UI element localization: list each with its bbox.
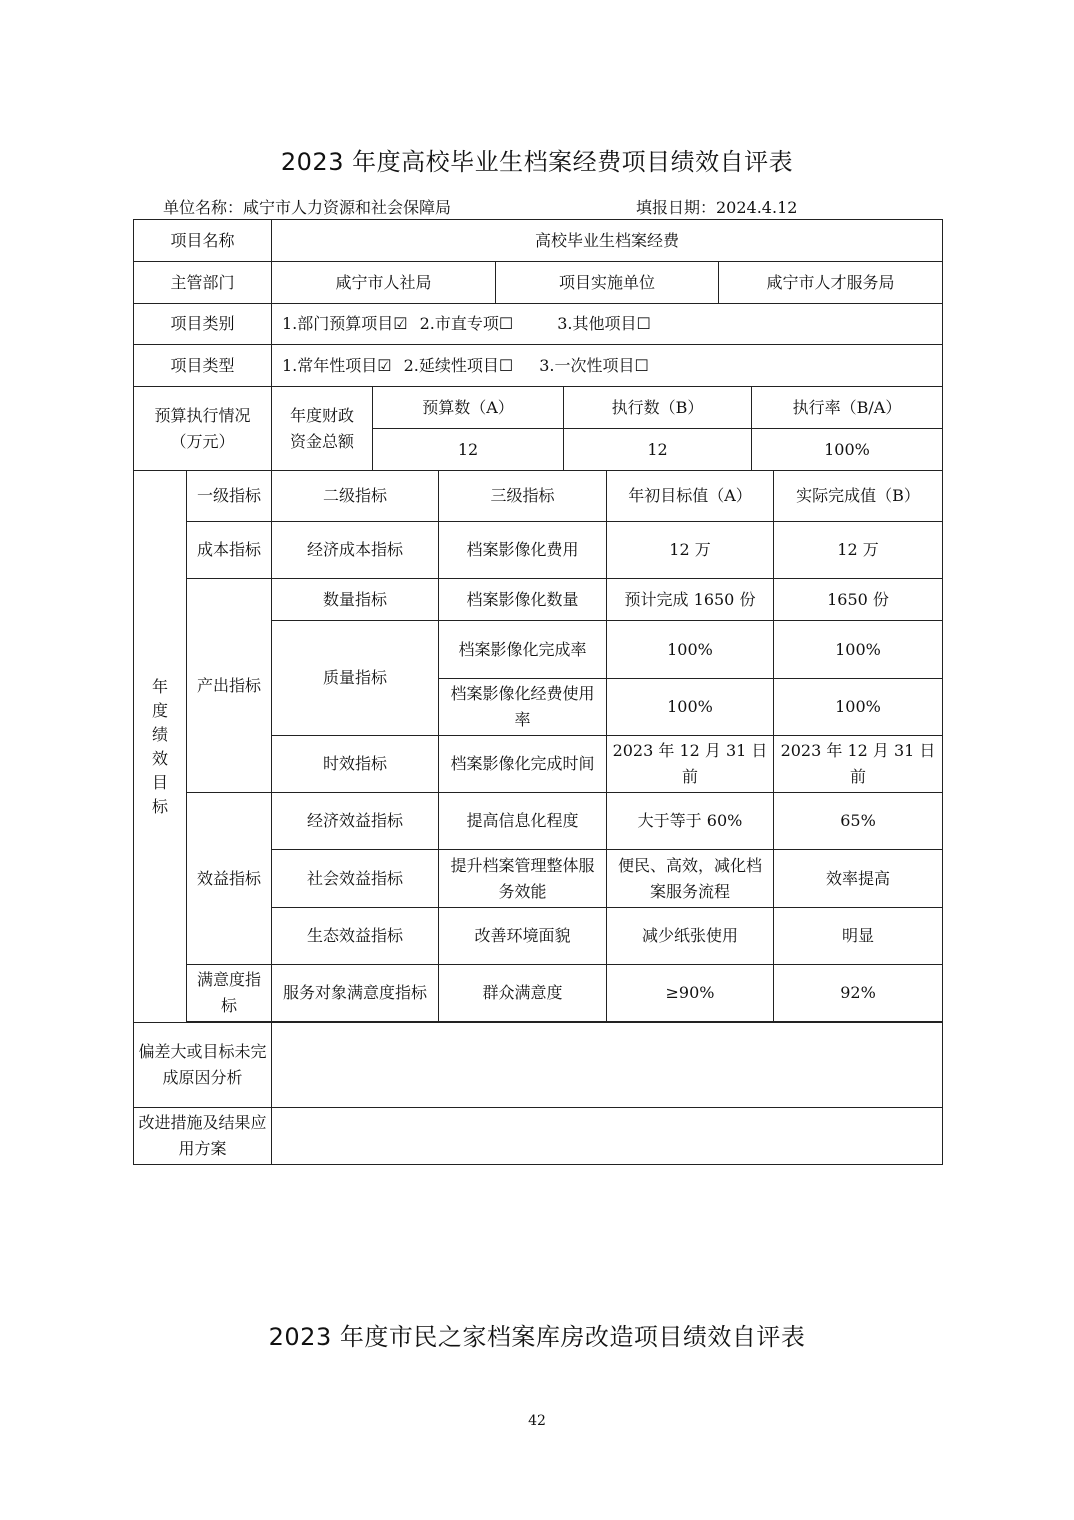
category-label: 项目类别 [134,304,272,345]
qty-l2: 数量指标 [272,579,439,621]
benefit-l1: 效益指标 [187,793,272,965]
deviation-value [272,1023,943,1108]
timeliness-l2: 时效指标 [272,736,439,793]
type-option-one-time: 3.一次性项目☐ [539,355,649,375]
fiscal-total-line1: 年度财政 [289,405,354,425]
header-actual: 实际完成值（B） [774,471,943,522]
budget-label [134,387,272,471]
qty-target: 预计完成 1650 份 [607,579,774,621]
qty-l3: 档案影像化数量 [439,579,607,621]
satisfaction-target: ≥90% [607,965,774,1022]
page-title: 2023 年度高校毕业生档案经费项目绩效自评表 [280,148,794,176]
annual-goals-side-label [134,471,187,1023]
social-benefit-l2: 社会效益指标 [272,850,439,908]
eco-benefit-l2: 生态效益指标 [272,908,439,965]
fund-usage-target: 100% [607,679,774,736]
economic-benefit-l2: 经济效益指标 [272,793,439,850]
social-benefit-actual: 效率提高 [774,850,943,908]
performance-goals-table [133,470,943,1165]
type-option-continuing: 2.延续性项目☐ [403,355,514,375]
impl-unit-label: 项目实施单位 [496,262,719,304]
satisfaction-actual: 92% [774,965,943,1022]
completion-rate-target: 100% [607,621,774,679]
budget-table [133,386,943,471]
budget-header-b: 执行数（B） [564,387,752,429]
fund-usage-l3: 档案影像化经费使用率 [439,679,607,736]
budget-label-line2: （万元） [170,431,235,451]
cost-l1: 成本指标 [187,522,272,579]
project-name-label: 项目名称 [134,220,272,262]
category-options [272,304,943,345]
fiscal-total-line2: 资金总额 [289,431,354,451]
economic-benefit-actual: 65% [774,793,943,850]
timeliness-actual: 2023 年 12 月 31 日前 [774,736,943,793]
budget-header-a: 预算数（A） [373,387,564,429]
eco-benefit-target: 减少纸张使用 [607,908,774,965]
fund-usage-actual: 100% [774,679,943,736]
social-benefit-l3: 提升档案管理整体服务效能 [439,850,607,908]
qty-actual: 1650 份 [774,579,943,621]
timeliness-l3: 档案影像化完成时间 [439,736,607,793]
dept-value: 咸宁市人社局 [272,262,496,304]
header-level1: 一级指标 [187,471,272,522]
completion-rate-actual: 100% [774,621,943,679]
budget-label-line1: 预算执行情况 [154,405,251,425]
category-option-other: 3.其他项目☐ [557,314,651,333]
economic-benefit-l3: 提高信息化程度 [439,793,607,850]
completion-rate-l3: 档案影像化完成率 [439,621,607,679]
improvement-label: 改进措施及结果应用方案 [134,1108,272,1165]
type-option-recurring: 1.常年性项目☑ [282,355,392,375]
improvement-value [272,1108,943,1165]
project-name-value: 高校毕业生档案经费 [272,220,943,262]
cost-actual: 12 万 [774,522,943,579]
satisfaction-l3: 群众满意度 [439,965,607,1022]
impl-unit-value: 咸宁市人才服务局 [719,262,943,304]
category-option-dept-budget: 1.部门预算项目☑ [282,314,408,333]
type-label: 项目类型 [134,345,272,387]
cost-target: 12 万 [607,522,774,579]
page-number: 42 [528,1413,546,1429]
budget-value-rate: 100% [752,429,943,471]
economic-benefit-target: 大于等于 60% [607,793,774,850]
header-level3: 三级指标 [439,471,607,522]
eco-benefit-actual: 明显 [774,908,943,965]
category-option-city-special: 2.市直专项☐ [419,314,514,333]
satisfaction-l1: 满意度指 标 [187,965,272,1022]
timeliness-target: 2023 年 12 月 31 日前 [607,736,774,793]
output-l1: 产出指标 [187,579,272,793]
dept-label: 主管部门 [134,262,272,304]
eco-benefit-l3: 改善环境面貌 [439,908,607,965]
budget-header-rate: 执行率（B/A） [752,387,943,429]
type-options [272,345,943,387]
satisfaction-l2: 服务对象满意度指标 [272,965,439,1022]
budget-value-a: 12 [373,429,564,471]
project-info-table [133,219,943,387]
annual-goals-label-text: 年度绩效目标 [152,676,169,816]
cost-l3: 档案影像化费用 [439,522,607,579]
cost-l2: 经济成本指标 [272,522,439,579]
deviation-label: 偏差大或目标未完成原因分析 [134,1023,272,1108]
report-date: 填报日期：2024.4.12 [636,198,798,217]
fiscal-total-label [272,387,373,471]
next-table-title: 2023 年度市民之家档案库房改造项目绩效自评表 [268,1323,806,1351]
header-target: 年初目标值（A） [607,471,774,522]
social-benefit-target: 便民、高效，减化档案服务流程 [607,850,774,908]
unit-name: 单位名称：咸宁市人力资源和社会保障局 [163,198,452,217]
quality-l2: 质量指标 [272,621,439,736]
header-level2: 二级指标 [272,471,439,522]
budget-value-b: 12 [564,429,752,471]
